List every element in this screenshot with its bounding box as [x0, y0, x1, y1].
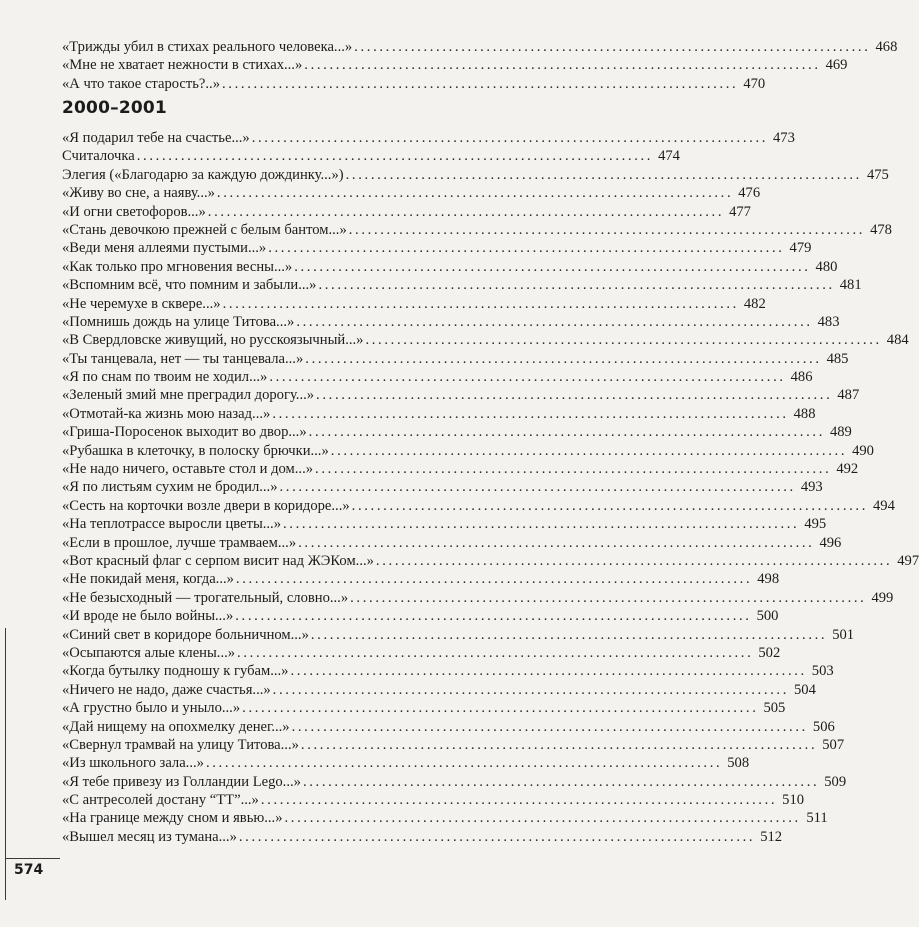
- toc-entry: [62, 386, 860, 404]
- toc-entry-title: Элегия («Благодарю за каждую дождинку...»): [62, 166, 344, 183]
- toc-entry-page: 481: [839, 277, 862, 294]
- toc-entry: [62, 56, 848, 74]
- dot-leader: [272, 405, 785, 423]
- toc-entry: [62, 754, 750, 772]
- dot-leader: [309, 423, 822, 441]
- toc-entry-title: «Из школьного зала...»: [62, 755, 204, 772]
- dot-leader: [280, 478, 793, 496]
- toc-entry: [62, 828, 783, 846]
- toc-entry-title: «Сесть на корточки возле двери в коридоре...»: [62, 497, 350, 514]
- dot-leader: [349, 221, 862, 239]
- toc-entry-page: 503: [811, 663, 834, 680]
- toc-entry-title: «Дай нищему на опохмелку денег...»: [62, 718, 290, 735]
- toc-entry-title: «Синий свет в коридоре больничном...»: [62, 626, 309, 643]
- toc-entry-title: «Осыпаются алые клены...»: [62, 644, 236, 661]
- dot-leader: [303, 773, 816, 791]
- dot-leader: [217, 184, 730, 202]
- toc-entry-title: «Рубашка в клеточку, в полоску брючки...»: [62, 442, 329, 459]
- toc-entry-title: «И вроде не было войны...»: [62, 608, 234, 625]
- dot-leader: [354, 38, 867, 56]
- dot-leader: [301, 736, 814, 754]
- dot-leader: [239, 828, 752, 846]
- toc-entry-title: «Вышел месяц из тумана...»: [62, 828, 237, 845]
- toc-entry: [62, 607, 779, 625]
- toc-entry-title: «На границе между сном и явью...»: [62, 810, 283, 827]
- dot-leader: [292, 718, 805, 736]
- dot-leader: [236, 570, 749, 588]
- dot-leader: [261, 791, 774, 809]
- toc-entry-page: 495: [804, 516, 827, 533]
- toc-entry: [62, 478, 823, 496]
- dot-leader: [237, 644, 750, 662]
- toc-entry-title: «Я по снам по твоим не ходил...»: [62, 369, 268, 386]
- toc-entry-title: «Ничего не надо, даже счастья...»: [62, 681, 271, 698]
- toc-entry: [62, 552, 919, 570]
- toc-entry-title: «Помнишь дождь на улице Титова...»: [62, 313, 295, 330]
- toc-entry-page: 500: [756, 608, 779, 625]
- toc-entry-title: «В Свердловске живущий, но русскоязычный...»: [62, 332, 364, 349]
- dot-leader: [222, 75, 735, 93]
- dot-leader: [304, 56, 817, 74]
- toc-entry-title: «На теплотрассе выросли цветы...»: [62, 516, 281, 533]
- toc-entry-page: 474: [658, 148, 680, 165]
- toc-entry-page: 498: [757, 571, 780, 588]
- toc-entry-title: «Зеленый змий мне преградил дорогу...»: [62, 387, 315, 404]
- toc-entry: [62, 570, 780, 588]
- dot-leader: [269, 368, 782, 386]
- toc-entry-title: «Свернул трамвай на улицу Титова...»: [62, 736, 299, 753]
- toc-section-list: [62, 129, 919, 846]
- toc-entry-title: «А что такое старость?..»: [62, 75, 220, 92]
- dot-leader: [311, 626, 824, 644]
- toc-entry-page: 489: [829, 424, 852, 441]
- toc-entry: [62, 147, 680, 165]
- toc-entry-title: «Отмотай-ка жизнь мою назад...»: [62, 405, 271, 422]
- toc-entry: [62, 239, 812, 257]
- toc-entry: [62, 718, 835, 736]
- toc-entry: [62, 681, 816, 699]
- toc-entry-title: «Мне не хватает нежности в стихах...»: [62, 57, 303, 74]
- toc-entry-title: «Гриша-Поросенок выходит во двор...»: [62, 424, 307, 441]
- toc-entry-page: 508: [727, 755, 750, 772]
- toc-entry-page: 504: [793, 681, 816, 698]
- page-number: 574: [14, 862, 44, 878]
- dot-leader: [242, 699, 755, 717]
- dot-leader: [273, 681, 786, 699]
- dot-leader: [235, 607, 748, 625]
- toc-entry: [62, 129, 795, 147]
- dot-leader: [331, 442, 844, 460]
- toc-entry: [62, 313, 840, 331]
- dot-leader: [305, 350, 818, 368]
- toc-entry: [62, 534, 842, 552]
- dot-leader: [296, 313, 809, 331]
- toc-entry-page: 476: [738, 185, 761, 202]
- toc-entry-page: 509: [824, 773, 847, 790]
- toc-entry: [62, 276, 862, 294]
- toc-entry-page: 501: [832, 626, 855, 643]
- toc-entry-title: «Не безысходный — трогательный, словно...»: [62, 589, 349, 606]
- toc-entry-title: «Не надо ничего, оставьте стол и дом...»: [62, 461, 314, 478]
- dot-leader: [316, 386, 829, 404]
- toc-entry: [62, 405, 816, 423]
- dot-leader: [346, 166, 859, 184]
- dot-leader: [206, 754, 719, 772]
- toc-entry: [62, 331, 909, 349]
- dot-leader: [315, 460, 828, 478]
- toc-entry: [62, 38, 898, 56]
- toc-entry-page: 479: [789, 240, 812, 257]
- toc-entry: [62, 644, 781, 662]
- toc-entry-page: 499: [871, 589, 894, 606]
- toc-entry-title: Считалочка: [62, 148, 135, 165]
- toc-entry-page: 486: [790, 369, 813, 386]
- toc-entry-title: «Я тебе привезу из Голландии Lego...»: [62, 773, 301, 790]
- toc-entry-page: 473: [773, 130, 795, 146]
- toc-entry: [62, 497, 895, 515]
- toc-entry: [62, 626, 855, 644]
- toc-entry: [62, 773, 847, 791]
- toc-entry: [62, 736, 845, 754]
- toc-entry-title: «Стань девочкою прежней с белым бантом...»: [62, 221, 347, 238]
- toc-entry-page: 478: [870, 221, 892, 238]
- toc-entry-title: «Не черемухе в сквере...»: [62, 295, 221, 312]
- toc-entry: [62, 699, 786, 717]
- toc-entry-page: 480: [815, 258, 838, 275]
- dot-leader: [285, 809, 798, 827]
- toc-entry-page: 487: [837, 387, 860, 404]
- toc-entry-title: «Когда бутылку подношу к губам...»: [62, 663, 289, 680]
- toc-entry-title: «Живу во сне, а наяву...»: [62, 185, 215, 202]
- dot-leader: [290, 662, 803, 680]
- dot-leader: [376, 552, 889, 570]
- toc-entry-title: «Трижды убил в стихах реального человека...»: [62, 39, 353, 55]
- toc-entry: [62, 460, 859, 478]
- toc-entry: [62, 184, 761, 202]
- toc-entry-title: «Ты танцевала, нет — ты танцевала...»: [62, 350, 304, 367]
- toc-entry: [62, 423, 852, 441]
- toc-entry-page: 468: [875, 39, 898, 55]
- toc-entry: [62, 203, 751, 221]
- dot-leader: [137, 147, 650, 165]
- toc-entry: [62, 515, 827, 533]
- toc-entry-page: 507: [822, 736, 845, 753]
- toc-entry: [62, 662, 834, 680]
- toc-entry-page: 493: [800, 479, 823, 496]
- toc-entry-page: 512: [760, 828, 783, 845]
- toc-entry-page: 470: [743, 75, 766, 92]
- toc-entry-page: 505: [763, 700, 786, 717]
- toc-entry-page: 488: [793, 405, 816, 422]
- section-heading: 2000–2001: [62, 98, 167, 118]
- toc-entry-page: 492: [836, 461, 859, 478]
- toc-entry: [62, 368, 813, 386]
- toc-entry: [62, 258, 838, 276]
- toc-entry-title: «Если в прошлое, лучше трамваем...»: [62, 534, 297, 551]
- toc-entry: [62, 589, 894, 607]
- toc-entry: [62, 295, 766, 313]
- toc-entry-page: 502: [758, 644, 781, 661]
- margin-rule: [5, 628, 6, 900]
- toc-entry-page: 511: [806, 810, 828, 827]
- toc-entry: [62, 809, 828, 827]
- toc-entry-page: 485: [826, 350, 849, 367]
- toc-entry-page: 496: [819, 534, 842, 551]
- folio-rule: [5, 858, 60, 859]
- toc-entry-title: «Как только про мгновения весны...»: [62, 258, 293, 275]
- toc-entry-page: 469: [825, 57, 848, 74]
- dot-leader: [298, 534, 811, 552]
- toc-entry-title: «Я по листьям сухим не бродил...»: [62, 479, 278, 496]
- dot-leader: [350, 589, 863, 607]
- dot-leader: [365, 331, 878, 349]
- dot-leader: [268, 239, 781, 257]
- toc-entry-page: 494: [872, 497, 895, 514]
- toc-entry-page: 497: [897, 552, 919, 569]
- dot-leader: [318, 276, 831, 294]
- toc-entry-title: «Вот красный флаг с серпом висит над ЖЭКом...»: [62, 552, 374, 569]
- toc-entry-page: 490: [852, 442, 874, 459]
- dot-leader: [223, 295, 736, 313]
- toc-entry: [62, 791, 805, 809]
- dot-leader: [283, 515, 796, 533]
- toc-entry: [62, 350, 849, 368]
- toc-entry-title: «А грустно было и уныло...»: [62, 700, 241, 717]
- dot-leader: [252, 129, 765, 147]
- toc-entry-page: 484: [886, 332, 909, 349]
- toc-entry: [62, 442, 874, 460]
- toc-entry-title: «Веди меня аллеями пустыми...»: [62, 240, 267, 257]
- dot-leader: [294, 258, 807, 276]
- toc-entry-page: 475: [866, 166, 889, 183]
- toc-entry: [62, 75, 766, 93]
- toc-entry-page: 482: [743, 295, 766, 312]
- toc-entry-title: «Я подарил тебе на счастье...»: [62, 130, 250, 146]
- toc-entry-title: «Вспомним всё, что помним и забыли...»: [62, 277, 317, 294]
- dot-leader: [208, 203, 721, 221]
- toc-entry: [62, 166, 889, 184]
- toc-entry-page: 506: [812, 718, 835, 735]
- toc-entry: [62, 221, 892, 239]
- toc-entry-page: 483: [817, 313, 840, 330]
- toc-entry-title: «С антресолей достану “ТТ”...»: [62, 792, 259, 809]
- toc-entry-title: «Не покидай меня, когда...»: [62, 571, 234, 588]
- toc-entry-title: «И огни светофоров...»: [62, 203, 206, 220]
- toc-entry-page: 510: [782, 792, 805, 809]
- toc-top-list: [62, 38, 898, 93]
- toc-entry-page: 477: [729, 203, 751, 220]
- dot-leader: [352, 497, 865, 515]
